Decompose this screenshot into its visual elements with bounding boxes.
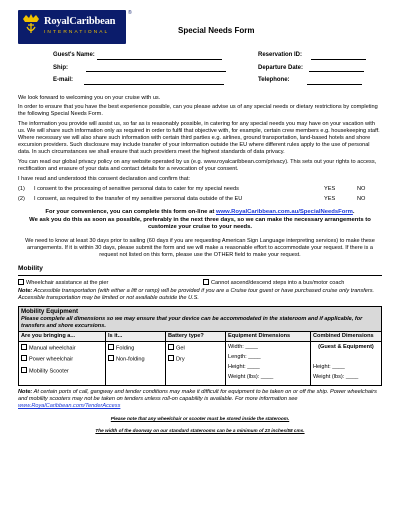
logo-sub-text: INTERNATIONAL	[44, 30, 110, 35]
folding-option[interactable]	[108, 344, 163, 352]
intro-paragraph: You can read our global privacy policy on any website operated by us (e.g. www.royalcaribbean.com/privacy). This sets out your rights to access, rectification and erasure of your data and contact details for a revocation of your consent.	[18, 159, 377, 173]
option-label: Wheelchair assistance at the pier	[26, 280, 109, 287]
header	[18, 10, 382, 48]
dry-battery-option[interactable]	[168, 355, 223, 363]
consent-text: I consent to the processing of sensitive personal data to cater for my special needs	[34, 186, 239, 193]
checkbox-icon[interactable]	[168, 344, 174, 350]
departure-date-field[interactable]	[309, 65, 364, 72]
online-text-end: .	[352, 209, 355, 216]
equipment-subheading: Please complete all dimensions so we may ensure that your device can be accommodated in the stateroom and if applicable, for transfers and shore excursions.	[21, 315, 363, 329]
tender-note	[18, 389, 382, 410]
option-label: Dry	[176, 356, 185, 363]
guest-name-field[interactable]	[97, 53, 222, 60]
option-label: Cannot ascend/descend steps into a bus/motor coach	[211, 280, 345, 287]
col-battery: Battery type?	[166, 331, 226, 341]
checkbox-icon[interactable]	[203, 279, 209, 285]
note-label: Note:	[18, 388, 33, 395]
mobility-scooter-option[interactable]	[21, 367, 103, 375]
note-label: Note:	[18, 288, 33, 295]
telephone-label: Telephone:	[258, 77, 290, 83]
option-label: Gel	[176, 345, 185, 352]
registered-mark: ®	[128, 10, 132, 16]
email-label: E-mail:	[53, 77, 74, 83]
reservation-id-label: Reservation ID:	[258, 52, 303, 58]
note-text: Accessible transportation (with either a lift or ramp) will be provided if you are a Cruise tour guest or have purchased cruise only transfers. Accessible transportation may be limited or not available outside the U.S.	[18, 288, 375, 302]
intro-paragraph: The information you provide will assist us, so far as is reasonably possible, in catering for any special needs you may have on your vacation with us. We will share such information only as required in order to fulfil that objective with, for example, certain crew members e.g. housekeeping staff. Where necessary we will also share such information with certain third parties e.g. airlines, ground transportation, land-based hotels and shore excursion providers. Such disclosure may include transfer of your information outside the EU where different rules apply to the use of personal data. In such circumstances we shall ensure that such providers meet the highest standards of data privacy.	[18, 121, 380, 156]
ship-label: Ship:	[53, 64, 68, 71]
width-field[interactable]: Width: ____	[228, 343, 258, 350]
checkbox-icon[interactable]	[108, 344, 114, 350]
manual-wheelchair-option[interactable]	[21, 344, 103, 352]
checkbox-icon[interactable]	[168, 355, 174, 361]
consent-number: (2)	[18, 196, 25, 203]
intro-paragraph: We look forward to welcoming you on your cruise with us.	[18, 94, 161, 101]
crown-anchor-icon	[21, 13, 41, 35]
email-field[interactable]	[84, 78, 224, 85]
doorway-note: The width of the doorway on our standard staterooms can be a minimum of 23 inches/58 cms.	[95, 427, 305, 433]
special-needs-form-link[interactable]: www.RoyalCaribbean.com.au/SpecialNeedsForm	[215, 209, 353, 216]
logo-brand-text: RoyalCaribbean	[44, 16, 116, 27]
intro-paragraph: In order to ensure that you have the best experience possible, can you please advise us of any special needs or dietary restrictions by completing the following Special Needs Form.	[18, 104, 378, 118]
note-text: At certain ports of call, gangway and tender conditions may make it difficult for equipment to be taken on or off the ship. Power wheelchairs and mobility scooters may not be taken on tenders unless roll-on capability is available. For more information see	[18, 388, 377, 402]
advance-notice-text: We need to know at least 30 days prior to sailing (60 days if you are requesting American Sign Language interpreting services) to make these arrangements. If it is within 30 days, please submit the form and we will make a reasonable effort to accommodate your request. If there is a request not listed on this form, please use the OTHER field to make your request.	[25, 238, 375, 259]
form-title: Special Needs Form	[178, 26, 255, 35]
checkbox-icon[interactable]	[21, 344, 27, 350]
online-text: For your convenience, you can complete this form on-line at	[45, 209, 216, 216]
guest-info-fields	[18, 52, 382, 85]
guest-name-label: Guest's Name:	[53, 52, 95, 58]
combined-height-field[interactable]: Height: ____	[313, 363, 345, 370]
combined-subheading: (Guest & Equipment)	[318, 343, 374, 350]
option-label: Folding	[116, 345, 135, 352]
equipment-header-cell	[19, 307, 382, 332]
online-form-notice	[18, 209, 382, 231]
option-label: Non-folding	[116, 356, 145, 363]
consent-text: I consent, as required to the transfer of my sensitive personal data outside of the EU	[34, 196, 243, 203]
intro-paragraph: I have read and understood this consent declaration and confirm that:	[18, 176, 190, 183]
col-is-it: Is it...	[106, 331, 166, 341]
online-subtext: We ask you do this as soon as possible, preferably in the next three days, so we can make the necessary arrangements to customize your cruise to your needs.	[29, 216, 371, 231]
combined-weight-field[interactable]: Weight (lbs): ____	[313, 373, 359, 380]
consent-number: (1)	[18, 186, 25, 193]
dimension-fields	[226, 341, 311, 385]
intro-text	[18, 95, 382, 184]
equipment-heading: Mobility Equipment	[21, 308, 79, 316]
consent-no-option[interactable]: NO	[357, 186, 366, 193]
weight-field[interactable]: Weight (lbs): ____	[228, 373, 274, 380]
checkbox-icon[interactable]	[21, 355, 27, 361]
wheelchair-assistance-option[interactable]	[18, 279, 203, 287]
height-field[interactable]: Height: ____	[228, 363, 260, 370]
checkbox-icon[interactable]	[18, 279, 24, 285]
consent-yes-option[interactable]: YES	[324, 196, 336, 203]
consent-no-option[interactable]: NO	[357, 196, 366, 203]
non-folding-option[interactable]	[108, 355, 163, 363]
consent-row	[18, 186, 382, 193]
option-label: Mobility Scooter	[29, 368, 69, 375]
mobility-options	[18, 279, 382, 287]
mobility-equipment-table	[18, 306, 382, 386]
ship-field[interactable]	[86, 65, 226, 72]
checkbox-icon[interactable]	[108, 355, 114, 361]
royal-caribbean-logo	[18, 10, 132, 44]
battery-options	[166, 341, 226, 385]
telephone-field[interactable]	[307, 78, 362, 85]
option-label: Power wheelchair	[29, 356, 74, 363]
mobility-note	[18, 288, 382, 302]
power-wheelchair-option[interactable]	[21, 355, 103, 363]
mobility-heading: Mobility	[18, 265, 382, 275]
length-field[interactable]: Length: ____	[228, 353, 261, 360]
departure-date-label: Departure Date:	[258, 64, 304, 71]
consent-yes-option[interactable]: YES	[324, 186, 336, 193]
col-combined: Combined Dimensions	[311, 331, 382, 341]
is-it-options	[106, 341, 166, 385]
reservation-id-field[interactable]	[311, 53, 366, 60]
checkbox-icon[interactable]	[21, 367, 27, 373]
col-bringing: Are you bringing a...	[19, 331, 106, 341]
option-label: Manual wheelchair	[29, 345, 76, 352]
tender-access-link[interactable]: www.RoyalCaribbean.com/TenderAccess	[18, 402, 121, 409]
gel-battery-option[interactable]	[168, 344, 223, 352]
no-steps-option[interactable]	[203, 279, 344, 287]
consent-row	[18, 196, 382, 203]
combined-fields	[311, 341, 382, 385]
col-dimensions: Equipment Dimensions	[226, 331, 311, 341]
stored-note: Please note that any wheelchair or scooter must be stored inside the stateroom.	[110, 415, 290, 421]
bringing-options	[19, 341, 106, 385]
